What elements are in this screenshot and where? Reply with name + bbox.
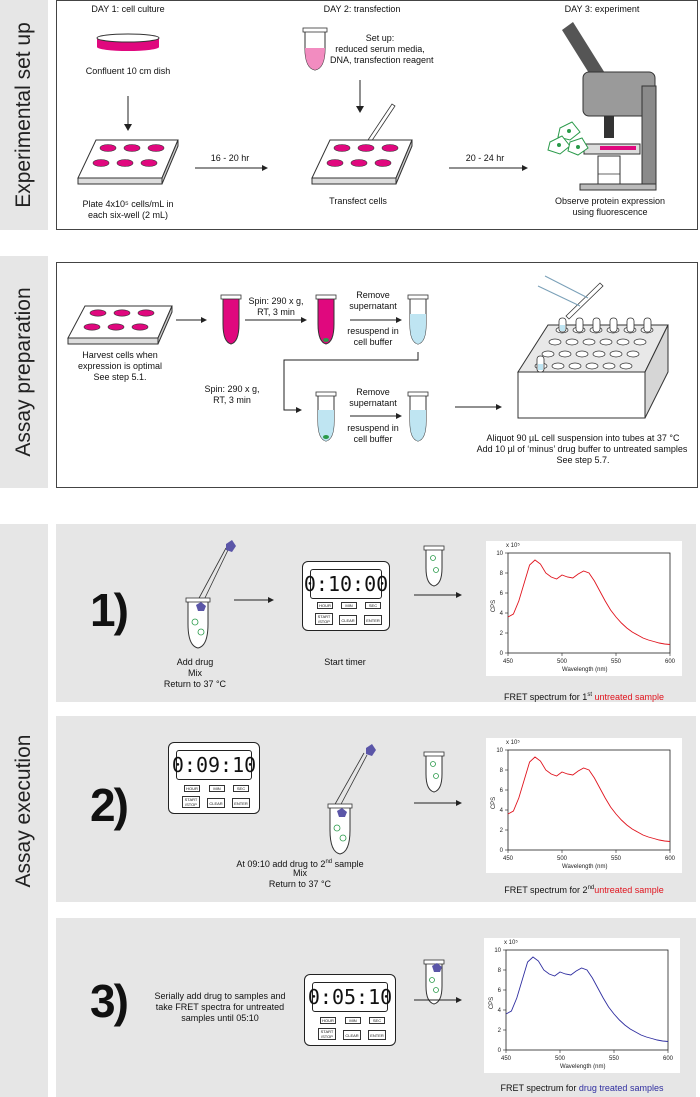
step1-timer-display: 0:10:00 [310, 569, 382, 599]
x-tick-label: 450 [502, 659, 514, 665]
x-tick-label: 550 [610, 856, 622, 862]
timer-min-key[interactable]: MIN [341, 602, 357, 609]
step1-chart-multiplier: x 10⁵ [506, 543, 520, 549]
resuspend2-line1: resuspend in [347, 423, 399, 433]
y-tick-label: 6 [499, 788, 503, 794]
step2-line1-suffix: sample [332, 859, 364, 869]
x-tick-label: 500 [554, 1056, 566, 1062]
y-tick-label: 10 [496, 551, 503, 557]
spin2-line2: RT, 3 min [213, 395, 251, 405]
x-tick-label: 450 [500, 1056, 512, 1062]
step1-caption-sup: st [587, 692, 592, 698]
spin1-line2: RT, 3 min [257, 307, 295, 317]
confluent-dish-label: Confluent 10 cm dish [85, 66, 171, 76]
aliquot-line1: Aliquot 90 µL cell suspension into tubes at 37 °C [486, 433, 680, 443]
step1-chart-xlabel: Wavelength (nm) [562, 667, 608, 673]
aliquot-line2: Add 10 µl of ‘minus’ drug buffer to untreated samples [476, 444, 688, 454]
observe-label-line1: Observe protein expression [554, 196, 666, 206]
timer-sec-key[interactable]: SEC [365, 602, 381, 609]
exec-section-label: Assay execution [12, 734, 35, 887]
step3-line3: samples until 05:10 [181, 1013, 259, 1023]
x-tick-label: 600 [662, 1056, 674, 1062]
y-tick-label: 2 [497, 1028, 501, 1034]
timer-start-stop-key[interactable]: START /STOP [315, 613, 333, 625]
x-tick-label: 600 [664, 856, 676, 862]
step2-line1-prefix: At 09:10 add drug to 2 [236, 859, 326, 869]
step3-caption-prefix: FRET spectrum for [500, 1083, 579, 1093]
step1-number: 1) [90, 584, 127, 636]
timer-enter-key[interactable]: ENTER [364, 615, 382, 625]
y-tick-label: 8 [497, 968, 501, 974]
y-tick-label: 4 [499, 808, 503, 814]
step1-chart-ylabel: CPS [491, 599, 498, 613]
step3-chart-xlabel: Wavelength (nm) [560, 1064, 606, 1070]
step3-caption-colored: drug treated samples [578, 1083, 664, 1093]
step1-caption-prefix: FRET spectrum for 1 [503, 692, 588, 702]
timer-clear-key[interactable]: CLEAR [339, 615, 357, 625]
resuspend1-line2: cell buffer [353, 337, 393, 347]
harvest-line1: Harvest cells when [82, 350, 158, 360]
timer-min-key[interactable]: MIN [209, 785, 225, 792]
timer-clear-key[interactable]: CLEAR [207, 798, 225, 808]
step2-caption-prefix: FRET spectrum for 2 [504, 885, 588, 895]
y-tick-label: 0 [499, 651, 503, 657]
timer-sec-key[interactable]: SEC [233, 785, 249, 792]
spin1-line1: Spin: 290 x g, [248, 296, 304, 306]
step3-timer-display: 0:05:10 [312, 982, 388, 1012]
step1-return: Return to 37 °C [163, 679, 227, 689]
step2-number: 2) [90, 779, 127, 831]
setup-line1: reduced serum media, [335, 44, 425, 54]
harvest-line3: See step 5.1. [93, 372, 147, 382]
plot-frame [506, 950, 668, 1050]
transfect-label: Transfect cells [329, 196, 387, 206]
day2-label: DAY 2: transfection [323, 4, 401, 14]
x-tick-label: 500 [556, 856, 568, 862]
interval-label-1: 16 - 20 hr [210, 153, 250, 163]
y-tick-label: 6 [499, 591, 503, 597]
step2-mix: Mix [293, 868, 307, 878]
day3-label: DAY 3: experiment [564, 4, 640, 14]
resuspend1-line1: resuspend in [347, 326, 399, 336]
timer-enter-key[interactable]: ENTER [368, 1030, 386, 1040]
step2-chart-xlabel: Wavelength (nm) [562, 864, 608, 870]
step2-return: Return to 37 °C [268, 879, 332, 889]
timer-sec-key[interactable]: SEC [369, 1017, 385, 1024]
harvest-line2: expression is optimal [77, 361, 163, 371]
y-tick-label: 6 [497, 988, 501, 994]
spectrum-line [506, 957, 668, 1042]
timer-hour-key[interactable]: HOUR [320, 1017, 336, 1024]
y-tick-label: 2 [499, 828, 503, 834]
y-tick-label: 0 [499, 848, 503, 854]
setup-line2: DNA, transfection reagent [330, 55, 434, 65]
timer-hour-key[interactable]: HOUR [317, 602, 333, 609]
aliquot-line3: See step 5.7. [556, 455, 610, 465]
y-tick-label: 4 [497, 1008, 501, 1014]
timer-hour-key[interactable]: HOUR [184, 785, 200, 792]
x-tick-label: 600 [664, 659, 676, 665]
y-tick-label: 8 [499, 571, 503, 577]
interval-label-2: 20 - 24 hr [465, 153, 505, 163]
y-tick-label: 8 [499, 768, 503, 774]
setup-section-label: Experimental set up [12, 22, 35, 208]
y-tick-label: 4 [499, 611, 503, 617]
prep-section-label: Assay preparation [12, 287, 35, 457]
spin2-line1: Spin: 290 x g, [204, 384, 260, 394]
timer-enter-key[interactable]: ENTER [232, 798, 250, 808]
step1-mix: Mix [188, 668, 202, 678]
day1-label: DAY 1: cell culture [91, 4, 165, 14]
step3-line2: take FRET spectra for untreated [155, 1002, 285, 1012]
plate-label-line1: Plate 4x10⁵ cells/mL in [82, 199, 174, 209]
timer-clear-key[interactable]: CLEAR [343, 1030, 361, 1040]
y-tick-label: 2 [499, 631, 503, 637]
step2-chart-ylabel: CPS [491, 796, 498, 810]
y-tick-label: 10 [494, 948, 501, 954]
timer-start-stop-key[interactable]: START /STOP [182, 796, 200, 808]
timer-start-stop-key[interactable]: START /STOP [318, 1028, 336, 1040]
resuspend2-line2: cell buffer [353, 434, 393, 444]
step3-chart-svg [484, 938, 680, 1073]
step3-caption [484, 1083, 680, 1094]
y-tick-label: 10 [496, 748, 503, 754]
step2-timer-display: 0:09:10 [176, 750, 252, 780]
x-tick-label: 550 [610, 659, 622, 665]
x-tick-label: 550 [608, 1056, 620, 1062]
step1-start-timer: Start timer [324, 657, 366, 667]
remove2-line1: Remove [356, 387, 390, 397]
step3-line1: Serially add drug to samples and [154, 991, 286, 1001]
step2-caption-sup: nd [587, 885, 595, 891]
step1-caption-colored: untreated sample [594, 692, 665, 702]
observe-label-line2: using fluorescence [572, 207, 648, 217]
step1-add-drug: Add drug [176, 657, 214, 667]
x-tick-label: 450 [502, 856, 514, 862]
step3-number: 3) [90, 975, 127, 1027]
step2-line1-sup: nd [325, 859, 333, 865]
step3-chart-ylabel: CPS [489, 996, 496, 1010]
y-tick-label: 0 [497, 1048, 501, 1054]
setup-title: Set up: [365, 33, 395, 43]
remove1-line1: Remove [356, 290, 390, 300]
step3-chart-multiplier: x 10⁵ [504, 940, 518, 946]
timer-min-key[interactable]: MIN [345, 1017, 361, 1024]
step3-chart [484, 938, 680, 1073]
plate-label-line2: each six-well (2 mL) [87, 210, 169, 220]
remove2-line2: supernatant [349, 398, 397, 408]
remove1-line2: supernatant [349, 301, 397, 311]
x-tick-label: 500 [556, 659, 568, 665]
step2-caption-colored: untreated sample [594, 885, 664, 895]
step2-chart-multiplier: x 10⁵ [506, 740, 520, 746]
